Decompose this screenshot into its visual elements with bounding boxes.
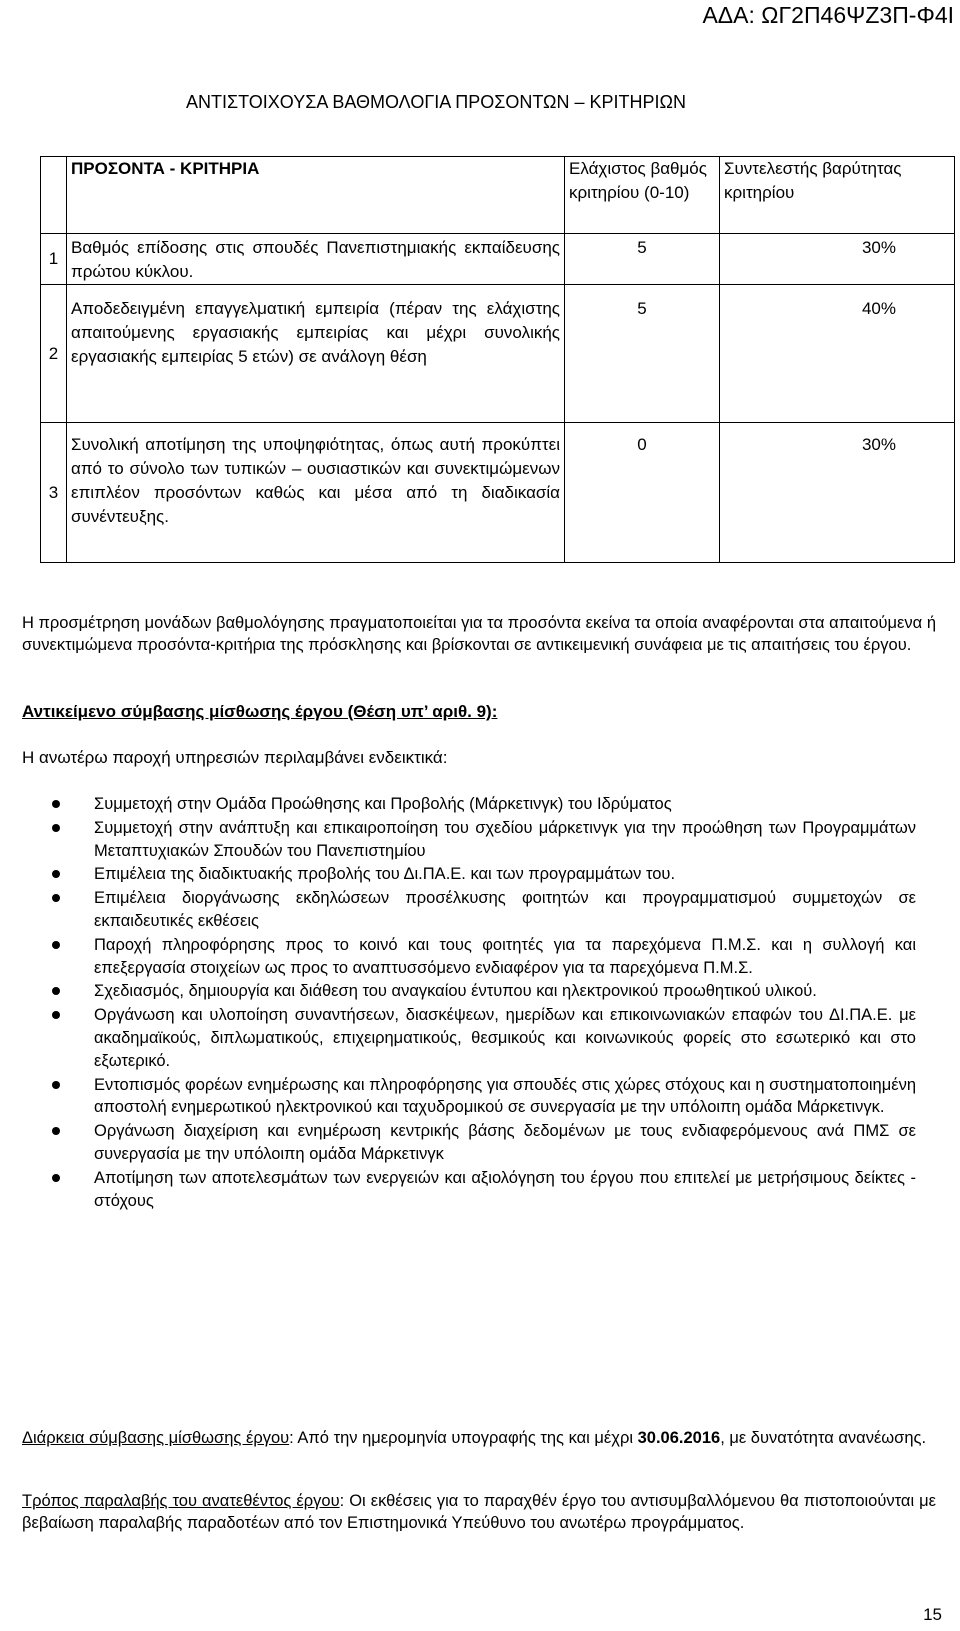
row-weight: 30% — [720, 423, 955, 563]
list-item: Σχεδιασμός, δημιουργία και διάθεση του αναγκαίου έντυπου και ηλεκτρονικού προωθητικού υλικού. — [52, 980, 916, 1003]
row-min-score: 5 — [565, 285, 720, 423]
table-row — [41, 423, 955, 563]
row-number: 3 — [41, 423, 67, 563]
table-header-row — [41, 157, 955, 234]
row-number: 2 — [41, 285, 67, 423]
duties-intro: Η ανωτέρω παροχή υπηρεσιών περιλαμβάνει ενδεικτικά: — [22, 748, 448, 767]
duration-label: Διάρκεια σύμβασης μίσθωσης έργου — [22, 1429, 290, 1447]
duration-paragraph: Διάρκεια σύμβασης μίσθωσης έργου: Από την ημερομηνία υπογραφής της και μέχρι 30.06.2016, με δυνατότητα ανανέωσης. — [22, 1429, 927, 1447]
row-criterion: Συνολική αποτίμηση της υποψηφιότητας, όπως αυτή προκύπτει από το σύνολο των τυπικών – ουσιαστικών και συνεκτιμώμενων επιπλέον προσόντων καθώς και μέσα από τη διαδικασία συνέντευξης. — [67, 423, 565, 563]
page-number: 15 — [923, 1605, 942, 1624]
bullet-icon — [52, 1081, 60, 1089]
section-title: Αντικείμενο σύμβασης μίσθωσης έργου (Θέση υπ’ αριθ. 9): — [22, 702, 498, 721]
bullet-icon — [52, 1174, 60, 1182]
row-criterion: Βαθμός επίδοσης στις σπουδές Πανεπιστημιακής εκπαίδευσης πρώτου κύκλου. — [67, 234, 565, 285]
list-item: Παροχή πληροφόρησης προς το κοινό και τους φοιτητές για τα παρεχόμενα Π.Μ.Σ. και η συλλογή και επεξεργασία στοιχείων ως προς το αναπτυσσόμενο ενδιαφέρον για τα παρεχόμενα Π.Μ.Σ. — [52, 934, 916, 980]
header-weight: Συντελεστής βαρύτητας κριτηρίου — [720, 157, 955, 234]
bullet-icon — [52, 870, 60, 878]
bullet-icon — [52, 800, 60, 808]
criteria-table — [40, 156, 955, 563]
acceptance-paragraph: Τρόπος παραλαβής του ανατεθέντος έργου: Οι εκθέσεις για το παραχθέν έργο του αντισυμβαλλόμενου θα πιστοποιούνται με βεβαίωση παραλαβής παραδοτέων από τον Επιστημονικά Υπεύθυνο του ανωτέρω προγράμματος. — [22, 1492, 936, 1532]
list-item: Συμμετοχή στην ανάπτυξη και επικαιροποίηση του σχεδίου μάρκετινγκ για την προώθηση των Προγραμμάτων Μεταπτυχιακών Σπουδών του Πανεπιστημίου — [52, 817, 916, 863]
scoring-note: Η προσμέτρηση μονάδων βαθμολόγησης πραγματοποιείται για τα προσόντα εκείνα τα οποία αναφέρονται στα απαιτούμενα ή συνεκτιμώμενα προσόντα-κριτήρια της πρόσκλησης και βρίσκονται σε αντικειμενική συνάφεια με τις απαιτήσεις του έργου. — [22, 614, 936, 654]
duties-list — [52, 793, 916, 1213]
list-item: Συμμετοχή στην Ομάδα Προώθησης και Προβολής (Μάρκετινγκ) του Ιδρύματος — [52, 793, 916, 816]
acceptance-label: Τρόπος παραλαβής του ανατεθέντος έργου — [22, 1492, 340, 1510]
list-item: Εντοπισμός φορέων ενημέρωσης και πληροφόρησης για σπουδές στις χώρες στόχους και η συστηματοποιημένη αποστολή ενημερωτικού ηλεκτρονικού και ταχυδρομικού σε συνεργασία με την υπόλοιπη ομάδα Μάρκετινγκ. — [52, 1074, 916, 1120]
row-min-score: 0 — [565, 423, 720, 563]
bullet-icon — [52, 1011, 60, 1019]
row-weight: 30% — [720, 234, 955, 285]
table-row — [41, 285, 955, 423]
list-item: Οργάνωση διαχείριση και ενημέρωση κεντρικής βάσης δεδομένων με τους ενδιαφερόμενους ανά ΠΜΣ σε συνεργασία με την υπόλοιπη ομάδα Μάρκετινγκ — [52, 1120, 916, 1166]
document-title: ΑΝΤΙΣΤΟΙΧΟΥΣΑ ΒΑΘΜΟΛΟΓΙΑ ΠΡΟΣΟΝΤΩΝ – ΚΡΙΤΗΡΙΩΝ — [186, 92, 686, 112]
ada-code: ΑΔΑ: ΩΓ2Π46ΨΖ3Π-Φ4Ι — [702, 2, 954, 28]
bullet-icon — [52, 987, 60, 995]
row-number: 1 — [41, 234, 67, 285]
header-min-score: Ελάχιστος βαθμός κριτηρίου (0-10) — [565, 157, 720, 234]
bullet-icon — [52, 894, 60, 902]
row-weight: 40% — [720, 285, 955, 423]
row-criterion: Αποδεδειγμένη επαγγελματική εμπειρία (πέραν της ελάχιστης απαιτούμενης εργασιακής εμπειρίας και μέχρι συνολικής εργασιακής εμπειρίας 5 ετών) σε ανάλογη θέση — [67, 285, 565, 423]
end-date: 30.06.2016 — [637, 1429, 721, 1447]
list-item: Επιμέλεια της διαδικτυακής προβολής του Δι.ΠΑ.Ε. και των προγραμμάτων του. — [52, 863, 916, 886]
table-row — [41, 234, 955, 285]
bullet-icon — [52, 941, 60, 949]
list-item: Αποτίμηση των αποτελεσμάτων των ενεργειών και αξιολόγηση του έργου που επιτελεί με μετρήσιμους δείκτες - στόχους — [52, 1167, 916, 1213]
list-item: Οργάνωση και υλοποίηση συναντήσεων, διασκέψεων, ημερίδων και επικοινωνιακών επαφών του ΔΙ.ΠΑ.Ε. με ακαδημαϊκούς, διπλωματικούς, επιχειρηματικούς, θεσμικούς και κοινωνικούς φορείς στο εσωτερικό και στο εξωτερικό. — [52, 1004, 916, 1072]
header-criteria: ΠΡΟΣΟΝΤΑ - ΚΡΙΤΗΡΙΑ — [67, 157, 565, 234]
row-min-score: 5 — [565, 234, 720, 285]
bullet-icon — [52, 1127, 60, 1135]
bullet-icon — [52, 824, 60, 832]
list-item: Επιμέλεια διοργάνωσης εκδηλώσεων προσέλκυσης φοιτητών και προγραμματισμού συμμετοχών σε εκπαιδευτικές εκθέσεις — [52, 887, 916, 933]
